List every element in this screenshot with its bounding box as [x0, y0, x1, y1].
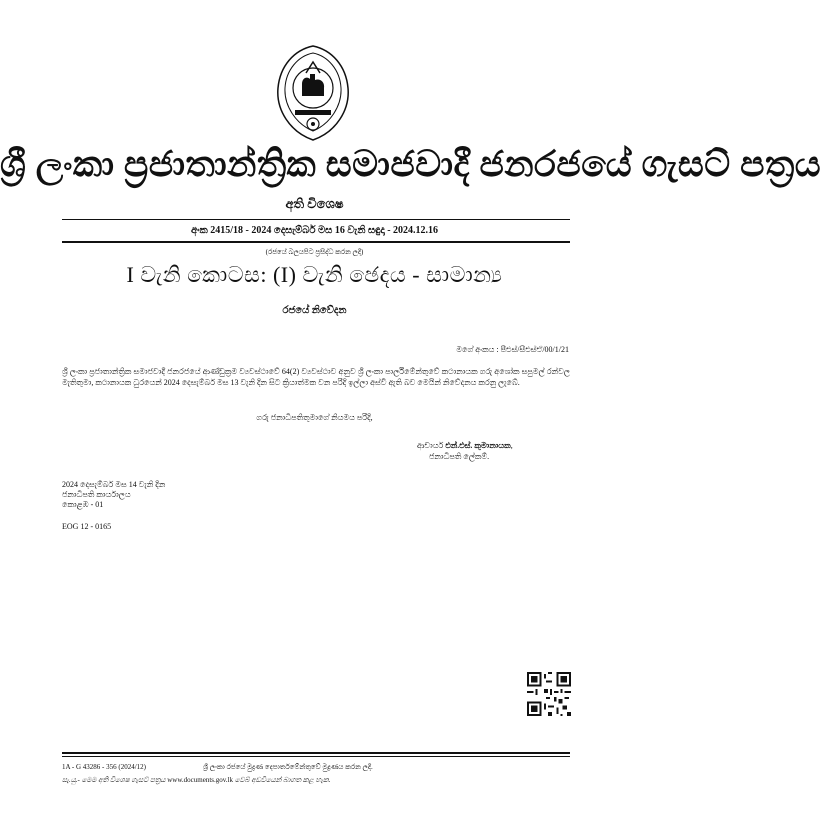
footer-note-prefix: සැ.යු.- මෙම අති විශෙෂ ගැසට් පත්‍රය	[62, 776, 168, 784]
footer-url: www.documents.gov.lk	[167, 776, 233, 784]
signatory-prefix: ආචාර්ය	[417, 441, 446, 450]
footer-note-suffix: වෙබ් අඩවියෙන් බාගත කළ හැක.	[232, 776, 331, 784]
reference-number: මගේ අංකය : පීඑස්/සීඑස්ඒ/00/1/21	[456, 345, 569, 354]
issue-date: 2024 දෙසැම්බර් මස 14 වැනි දින	[62, 480, 166, 489]
divider	[62, 219, 570, 220]
signatory-line	[417, 440, 513, 451]
gazette-subtitle: අති විශෙෂ	[285, 196, 344, 211]
signatory-suffix: ,	[510, 441, 513, 450]
notice-heading: රජයේ නිවේදන	[282, 305, 347, 316]
office-name: ජනාධිපති කාර්යාලය	[62, 490, 131, 499]
qr-code-icon	[527, 672, 571, 716]
date-block	[62, 480, 165, 510]
footer-divider	[62, 756, 570, 757]
national-emblem-icon	[268, 44, 358, 142]
footer-printed-by: ශ්‍රී ලංකා රජයේ මුද්‍රණ දෙපාර්තමේන්තුවේ මුද්‍රණය කරන ලදී.	[203, 763, 373, 771]
published-note: (රජයේ බලයපිට ප්‍රසිද්ධ කරන ලදී)	[265, 248, 364, 256]
eog-number: EOG 12 - 0165	[62, 522, 112, 531]
by-order-line: ගරු ජනාධිපතිතුමාගේ නියමය පරිදි,	[256, 413, 373, 422]
footer-note	[62, 776, 330, 785]
issue-line: අංක 2415/18 - 2024 දෙසැම්බර් මස 16 වැනි සඳුදා - 2024.12.16	[190, 225, 439, 236]
footer-code: 1A - G 43286 - 356 (2024/12)	[62, 763, 146, 771]
notice-body: ශ්‍රී ලංකා ප්‍රජාතාන්ත්‍රික සමාජවාදී ජනරජයේ ආණ්ඩුක්‍රම ව්‍යවස්ථාවේ 64(2) ව්‍යවස්ථාව අනුව ශ්‍රී ලංකා පාර්ලිමේන්තුවේ කථානායක ගරු අශෝක සපුමල් රන්වල මැතිතුමා, කථානායක ධුරයෙන් 2024 දෙසැම්බර් මස 13 වැනි දින සිට ක්‍රියාත්මක වන පරිදි ඉල්ලා අස්වී ඇති බව මෙයින් නිවේදනය කරනු ලැබේ.	[62, 367, 570, 387]
signatory-name: එන්.එස්. කුමානායක	[445, 441, 511, 450]
divider	[62, 241, 570, 243]
gazette-title: ශ්‍රී ලංකා ප්‍රජාතාන්ත්‍රික සමාජවාදී ජනරජයේ ගැසට් පත්‍රය	[0, 144, 821, 184]
signatory-block	[417, 440, 513, 462]
part-title: I වැනි කොටස: (I) වැනි ඡෙදය - සාමාන්‍ය	[126, 262, 503, 287]
footer-divider	[62, 752, 570, 754]
city-line: කොළඹ - 01	[62, 500, 104, 509]
signatory-title: ජනාධිපති ලේකම්.	[429, 452, 490, 461]
